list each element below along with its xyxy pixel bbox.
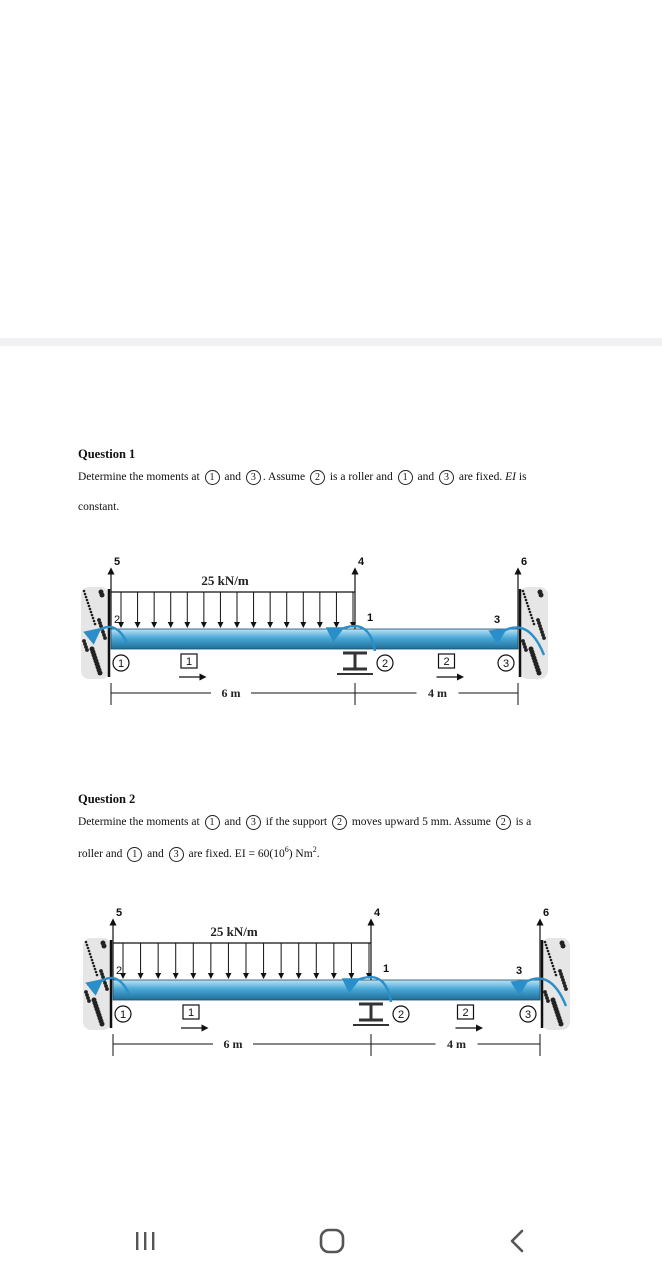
dof-6-arrow-label: 6 [543,907,550,919]
span-2-label: 4 m [447,1037,466,1051]
member-1-label: 1 [185,656,193,668]
right-fixed-support [520,587,548,679]
right-fixed-support [542,938,570,1030]
back-button[interactable] [488,1224,548,1260]
beam [111,629,518,649]
span-2-label: 4 m [428,686,447,700]
member-1-label: 1 [187,1007,195,1019]
rotation-3-label: 3 [516,965,523,977]
recent-apps-button[interactable] [116,1224,176,1260]
joint-3-label: 3 [502,658,510,670]
beam-diagram-1 [0,540,662,720]
home-button[interactable] [302,1224,362,1260]
question-1-title: Question 1 [78,447,136,461]
home-icon [302,1224,362,1260]
span-1-label: 6 m [223,1037,243,1051]
question-1-text-line-1: Determine the moments at 1 and 3 . Assume 2 is a roller and 1 and 3 are fixed. EI is [78,471,527,484]
member-2-label: 2 [443,656,450,668]
span-1-label: 6 m [221,686,241,700]
member-2-label: 2 [462,1007,469,1019]
section-divider [0,338,662,346]
rotation-3-label: 3 [494,614,501,626]
recent-apps-icon [116,1224,176,1260]
rotation-2-label: 2 [114,614,121,626]
question-2-text-line-1: Determine the moments at 1 and 3 if the support 2 moves upward 5 mm. Assume 2 is a [78,816,532,829]
dof-4-arrow-label: 4 [358,556,365,568]
dof-5-arrow-label: 5 [114,556,121,568]
roller-support [343,653,367,669]
beam-diagram-2 [0,886,662,1071]
rotation-2-label: 2 [116,965,123,977]
load-label: 25 kN/m [201,573,249,588]
dof-5-arrow-label: 5 [116,907,123,919]
rotation-1-label: 1 [367,612,374,624]
load-label: 25 kN/m [210,924,258,939]
question-2-text-line-2: roller and 1 and 3 are fixed. EI = $60(10^6)$ Nm$^2$. [78,845,320,860]
dof-6-arrow-label: 6 [521,556,528,568]
joint-3-label: 3 [524,1009,532,1021]
question-2-title: Question 2 [78,792,136,806]
joint-1-label: 1 [119,1009,127,1021]
dof-4-arrow-label: 4 [374,907,381,919]
joint-2-label: 2 [397,1009,405,1021]
back-icon [488,1224,548,1260]
navigation-bar [0,1200,662,1280]
joint-2-label: 2 [381,658,389,670]
roller-support [359,1004,383,1020]
rotation-1-label: 1 [383,963,390,975]
question-1-text-line-2: constant. [78,501,120,513]
joint-1-label: 1 [117,658,125,670]
beam [113,980,540,1000]
